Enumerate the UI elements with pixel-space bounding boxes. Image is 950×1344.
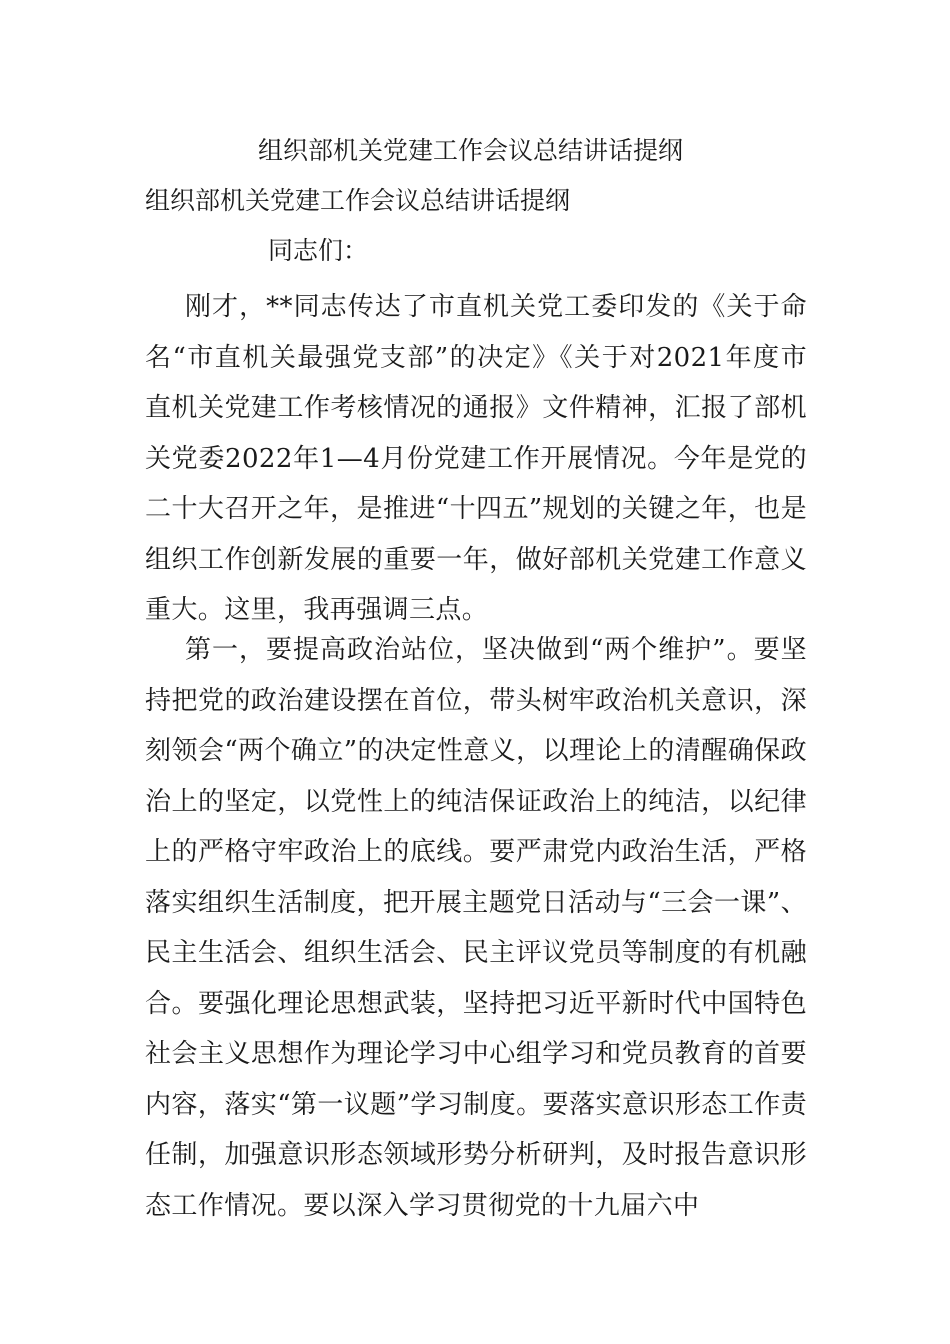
document-title: 组织部机关党建工作会议总结讲话提纲	[258, 136, 684, 165]
body-paragraph: 第一，要提高政治站位，坚决做到“两个维护”。要坚持把党的政治建设摆在首位，带头树牢政治机关意识，深刻领会“两个确立”的决定性意义，以理论上的清醒确保政治上的坚定，以党性上的纯洁保证政治上的纯洁，以纪律上的严格守牢政治上的底线。要严肃党内政治生活，严格落实组织生活制度，把开展主题党日活动与“三会一课”、民主生活会、组织生活会、民主评议党员等制度的有机融合。要强化理论思想武装，坚持把习近平新时代中国特色社会主义思想作为理论学习中心组学习和党员教育的首要内容，落实“第一议题”学习制度。要落实意识形态工作责任制，加强意识形态领域形势分析研判，及时报告意识形态工作情况。要以深入学习贯彻党的十九届六中	[145, 635, 807, 1221]
body-paragraph: 刚才，**同志传达了市直机关党工委印发的《关于命名“市直机关最强党支部”的决定》《关于对2021年度市直机关党建工作考核情况的通报》文件精神，汇报了部机关党委2022年1—4月份党建工作开展情况。今年是党的二十大召开之年，是推进“十四五”规划的关键之年，也是组织工作创新发展的重要一年，做好部机关党建工作意义重大。这里，我再强调三点。	[145, 292, 807, 625]
salutation: 同志们：	[268, 236, 369, 265]
document-subtitle: 组织部机关党建工作会议总结讲话提纲	[145, 186, 571, 215]
